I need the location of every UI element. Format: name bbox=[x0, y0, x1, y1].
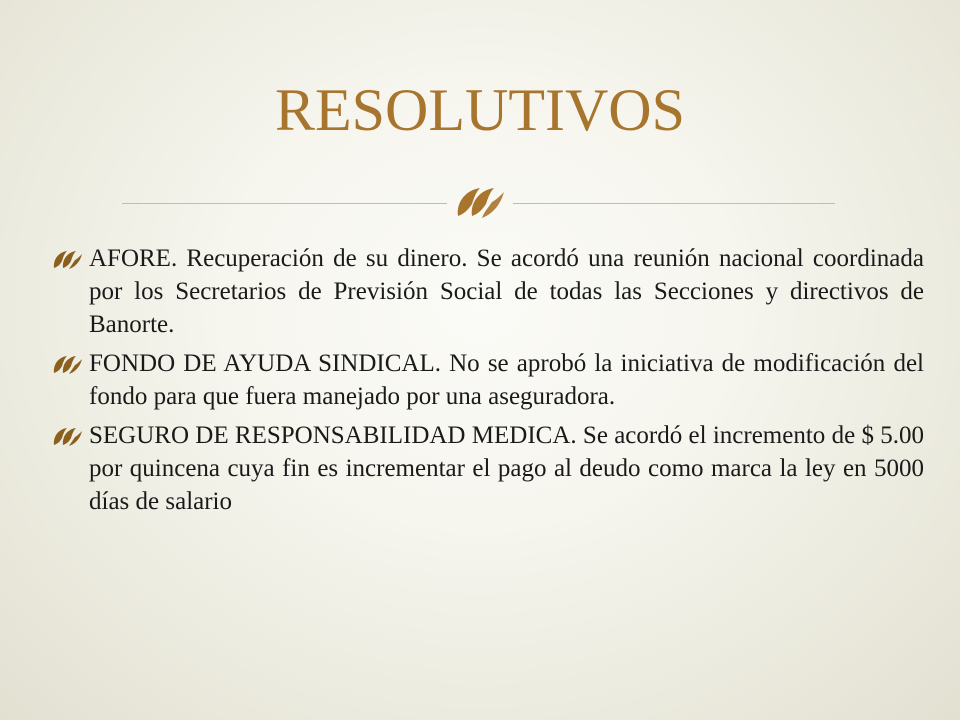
slide-title: RESOLUTIVOS bbox=[274, 77, 685, 143]
list-item-text: FONDO DE AYUDA SINDICAL. No se aprobó la iniciativa de modificación del fondo para que fuera manejado por una aseguradora. bbox=[89, 350, 924, 410]
list-item bbox=[52, 419, 924, 518]
list-item-text: AFORE. Recuperación de su dinero. Se acordó una reunión nacional coordinada por los Secretarios de Previsión Social de todas las Secciones y directivos de Banorte. bbox=[89, 245, 924, 338]
double-leaf-bullet-icon bbox=[52, 248, 84, 270]
list-item bbox=[52, 347, 924, 413]
title-divider-right bbox=[513, 203, 835, 204]
double-leaf-bullet-icon bbox=[52, 353, 84, 375]
list-item-text: SEGURO DE RESPONSABILIDAD MEDICA. Se acordó el incremento de $ 5.00 por quincena cuya fin es incrementar el pago al deudo como marca la ley en 5000 días de salario bbox=[89, 422, 924, 515]
double-leaf-bullet-icon bbox=[52, 425, 84, 447]
resolutions-list bbox=[52, 242, 924, 522]
title-divider-left bbox=[122, 203, 447, 204]
ornament-icon bbox=[450, 180, 510, 224]
list-item bbox=[52, 242, 924, 341]
